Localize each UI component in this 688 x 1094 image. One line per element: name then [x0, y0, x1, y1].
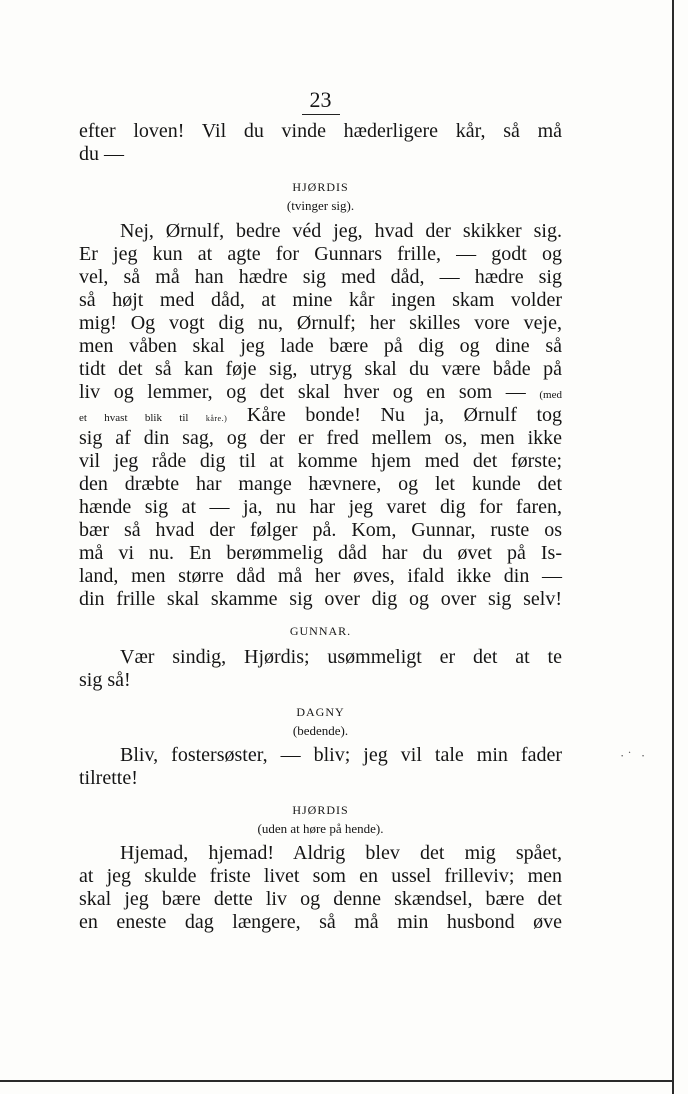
text-segment: Kåre bonde! Nu ja, Ørnulf tog	[246, 404, 563, 426]
inline-stage-direction	[79, 412, 227, 424]
text-line: tidt det så kan føje sig, utryg skal du være både på	[79, 358, 562, 380]
text-line	[79, 381, 562, 404]
small-caps-name: kåre.)	[205, 414, 228, 423]
text-line: Hjemad, hjemad! Aldrig blev det mig spået,	[120, 842, 562, 864]
speaker-name-hjordis: HJØRDIS	[292, 803, 349, 817]
inline-stage-direction: (med	[539, 389, 562, 401]
text-line: så højt med dåd, at mine kår ingen skam volder	[79, 289, 562, 311]
text-line: Bliv, fostersøster, — bliv; jeg vil tale min fader	[120, 744, 562, 766]
text-line: en eneste dag længere, så må min husbond øve	[79, 911, 562, 933]
speaker-name-dagny: DAGNY	[296, 705, 345, 719]
text-line: Nej, Ørnulf, bedre véd jeg, hvad der skikker sig.	[120, 220, 562, 242]
text-line: skal jeg bære dette liv og denne skændsel, bære det	[79, 888, 562, 910]
text-line: mig! Og vogt dig nu, Ørnulf; her skilles vore veje,	[79, 312, 562, 334]
text-line: tilrette!	[79, 767, 138, 789]
text-line: Er jeg kun at agte for Gunnars frille, — godt og	[79, 243, 562, 265]
speaker-name-hjordis: HJØRDIS	[292, 180, 349, 194]
scan-speck-marks: ·˙ ·	[620, 748, 649, 763]
text-line: efter loven! Vil du vinde hæderligere kår, så må	[79, 120, 562, 142]
speaker-name-gunnar: GUNNAR.	[289, 624, 352, 638]
text-line: din frille skal skamme sig over dig og over sig selv!	[79, 588, 562, 610]
text-line: sig af din sag, og der er fred mellem os, men ikke	[79, 427, 562, 449]
text-line: men våben skal jeg lade bære på dig og dine så	[79, 335, 562, 357]
book-page	[79, 85, 562, 934]
page-number: 23	[79, 85, 562, 117]
text-line: hænde sig at — ja, nu har jeg varet dig for faren,	[79, 496, 562, 518]
text-line: den dræbte har mange hævnere, og let kunde det	[79, 473, 562, 495]
stage-direction: (bedende).	[292, 723, 349, 738]
text-line: vil jeg råde dig til at komme hjem med det første;	[79, 450, 562, 472]
text-line: bær så hvad der følger på. Kom, Gunnar, ruste os	[79, 519, 562, 541]
page-frame-right-edge	[672, 0, 674, 1094]
inline-direction-text: et hvast blik til	[79, 412, 189, 424]
text-line: Vær sindig, Hjørdis; usømmeligt er det at te	[120, 646, 562, 668]
text-line: land, men større dåd må her øves, ifald ikke din —	[79, 565, 562, 587]
text-line: at jeg skulde friste livet som en ussel frilleviv; men	[79, 865, 562, 887]
text-segment: liv og lemmer, og det skal hver og en som —	[79, 381, 526, 403]
page-frame-bottom-edge	[0, 1080, 672, 1082]
text-line: vel, så må han hædre sig med dåd, — hædre sig	[79, 266, 562, 288]
stage-direction: (uden at høre på hende).	[257, 821, 384, 836]
text-line	[79, 404, 562, 427]
text-line: må vi nu. En berømmelig dåd har du øvet på Is-	[79, 542, 562, 564]
text-line: sig så!	[79, 669, 131, 691]
stage-direction: (tvinger sig).	[286, 198, 355, 213]
text-line: du —	[79, 143, 124, 165]
